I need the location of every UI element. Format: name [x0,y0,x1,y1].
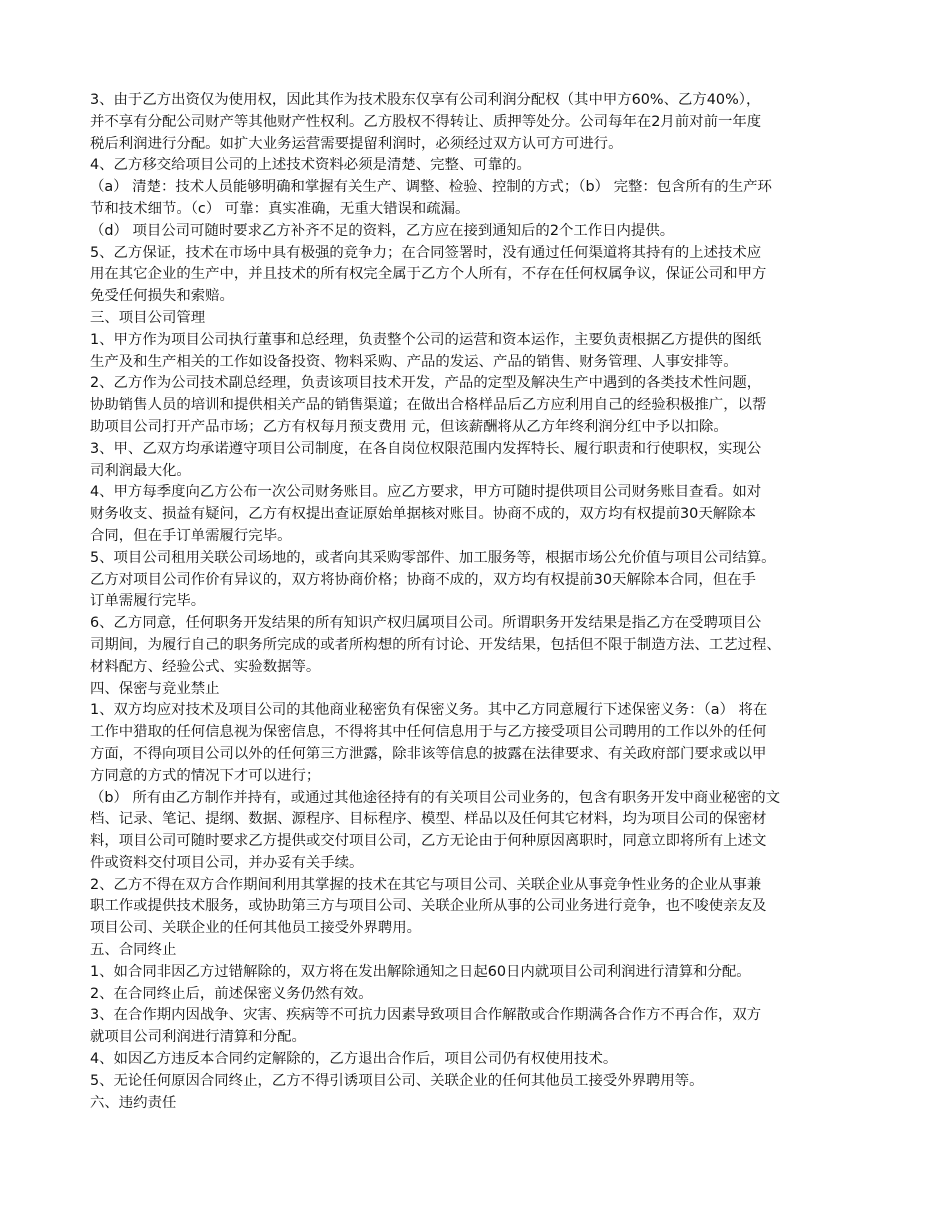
text-line: 用在其它企业的生产中，并且技术的所有权完全属于乙方个人所有，不存在任何权属争议，保证公司和甲方 [90,266,767,283]
text-line: 就项目公司利润进行清算和分配。 [90,1029,306,1046]
text-line: 5、乙方保证，技术在市场中具有极强的竞争力；在合同签署时，没有通过任何渠道将其持有的上述技术应 [90,244,762,261]
text-line: 五、合同终止 [90,942,177,959]
text-line: 6、乙方同意，任何职务开发结果的所有知识产权归属项目公司。所谓职务开发结果是指乙方在受聘项目公 [90,615,762,632]
text-line: 财务收支、损益有疑问，乙方有权提出查证原始单据核对账目。协商不成的，双方均有权提前30天解除本 [90,506,756,523]
text-line: 项目公司、关联企业的任何其他员工接受外界聘用。 [90,920,421,937]
text-line: 档、记录、笔记、提纲、数据、源程序、目标程序、模型、样品以及任何其它材料，均为项目公司的保密材 [90,811,767,828]
text-line: 1、甲方作为项目公司执行董事和总经理，负责整个公司的运营和资本运作，主要负责根据乙方提供的图纸 [90,331,762,348]
text-line: 生产及和生产相关的工作如设备投资、物料采购、产品的发运、产品的销售、财务管理、人事安排等。 [90,353,738,370]
text-line: 税后利润进行分配。如扩大业务运营需要提留利润时，必须经过双方认可方可进行。 [90,135,623,152]
text-line: 5、项目公司租用关联公司场地的，或者向其采购零部件、加工服务等，根据市场公允价值与项目公司结算。 [90,549,776,566]
text-line: 1、如合同非因乙方过错解除的，双方将在发出解除通知之日起60日内就项目公司利润进行清算和分配。 [90,963,751,980]
text-line: 节和技术细节。（c） 可靠：真实准确，无重大错误和疏漏。 [90,200,470,217]
text-line: 4、如因乙方违反本合同约定解除的，乙方退出合作后，项目公司仍有权使用技术。 [90,1051,618,1068]
text-line: 四、保密与竞业禁止 [90,680,220,697]
text-line: 3、由于乙方出资仅为使用权，因此其作为技术股东仅享有公司利润分配权（其中甲方60%、乙方40%）， [90,92,761,108]
text-line: 司利润最大化。 [90,462,191,479]
text-line: 合同，但在手订单需履行完毕。 [90,527,292,544]
text-line: 订单需履行完毕。 [90,593,206,610]
text-line: 并不享有分配公司财产等其他财产性权利。乙方股权不得转让、质押等处分。公司每年在2月前对前一年度 [90,113,762,130]
text-line: 2、乙方作为公司技术副总经理，负责该项目技术开发，产品的定型及解决生产中遇到的各类技术性问题， [90,375,762,392]
text-line: 5、无论任何原因合同终止，乙方不得引诱项目公司、关联企业的任何其他员工接受外界聘用等。 [90,1072,704,1089]
text-line: 2、在合同终止后，前述保密义务仍然有效。 [90,985,373,1002]
text-line: 件或资料交付项目公司，并办妥有关手续。 [90,854,364,871]
text-line: 司期间，为履行自己的职务所完成的或者所构想的所有讨论、开发结果，包括但不限于制造方法、工艺过程、 [90,636,781,653]
text-line: 3、甲、乙双方均承诺遵守项目公司制度，在各自岗位权限范围内发挥特长、履行职责和行使职权，实现公 [90,440,762,457]
text-line: 3、在合作期内因战争、灾害、疾病等不可抗力因素导致项目合作解散或合作期满各合作方不再合作，双方 [90,1007,762,1024]
text-line: 三、项目公司管理 [90,309,206,326]
text-line: 乙方对项目公司作价有异议的，双方将协商价格；协商不成的，双方均有权提前30天解除本合同，但在手 [90,571,756,588]
text-line: 材料配方、经验公式、实验数据等。 [90,658,321,675]
text-line: 协助销售人员的培训和提供相关产品的销售渠道；在做出合格样品后乙方应利用自己的经验积极推广，以帮 [90,397,767,414]
text-line: 工作中猎取的任何信息视为保密信息，不得将其中任何信息用于与乙方接受项目公司聘用的工作以外的任何 [90,724,767,741]
text-line: 助项目公司打开产品市场；乙方有权每月预支费用 元，但该薪酬将从乙方年终利润分红中予以扣除。 [90,418,728,435]
text-line: 2、乙方不得在双方合作期间利用其掌握的技术在其它与项目公司、关联企业从事竞争性业务的企业从事兼 [90,876,762,893]
text-line: 职工作或提供技术服务，或协助第三方与项目公司、关联企业所从事的公司业务进行竞争，也不唆使亲友及 [90,898,767,915]
text-line: 1、双方均应对技术及项目公司的其他商业秘密负有保密义务。其中乙方同意履行下述保密义务：（a） 将在 [90,702,768,719]
text-line: 料，项目公司可随时要求乙方提供或交付项目公司，乙方无论由于何种原因离职时，同意立即将所有上述文 [90,833,767,850]
text-line: （a） 清楚：技术人员能够明确和掌握有关生产、调整、检验、控制的方式；（b） 完整：包含所有的生产环 [90,179,772,196]
text-line: 方面，不得向项目公司以外的任何第三方泄露，除非该等信息的披露在法律要求、有关政府部门要求或以甲 [90,745,767,762]
text-line: 4、乙方移交给项目公司的上述技术资料必须是清楚、完整、可靠的。 [90,157,531,174]
text-line: 免受任何损失和索赔。 [90,288,234,305]
text-line: 六、违约责任 [90,1094,177,1111]
text-line: 4、甲方每季度向乙方公布一次公司财务账目。应乙方要求，甲方可随时提供项目公司财务账目查看。如对 [90,484,762,501]
text-line: （d） 项目公司可随时要求乙方补齐不足的资料，乙方应在接到通知后的2个工作日内提供。 [90,222,675,239]
text-line: （b） 所有由乙方制作并持有，或通过其他途径持有的有关项目公司业务的，包含有职务开发中商业秘密的文 [90,789,781,806]
text-line: 方同意的方式的情况下才可以进行； [90,767,321,784]
